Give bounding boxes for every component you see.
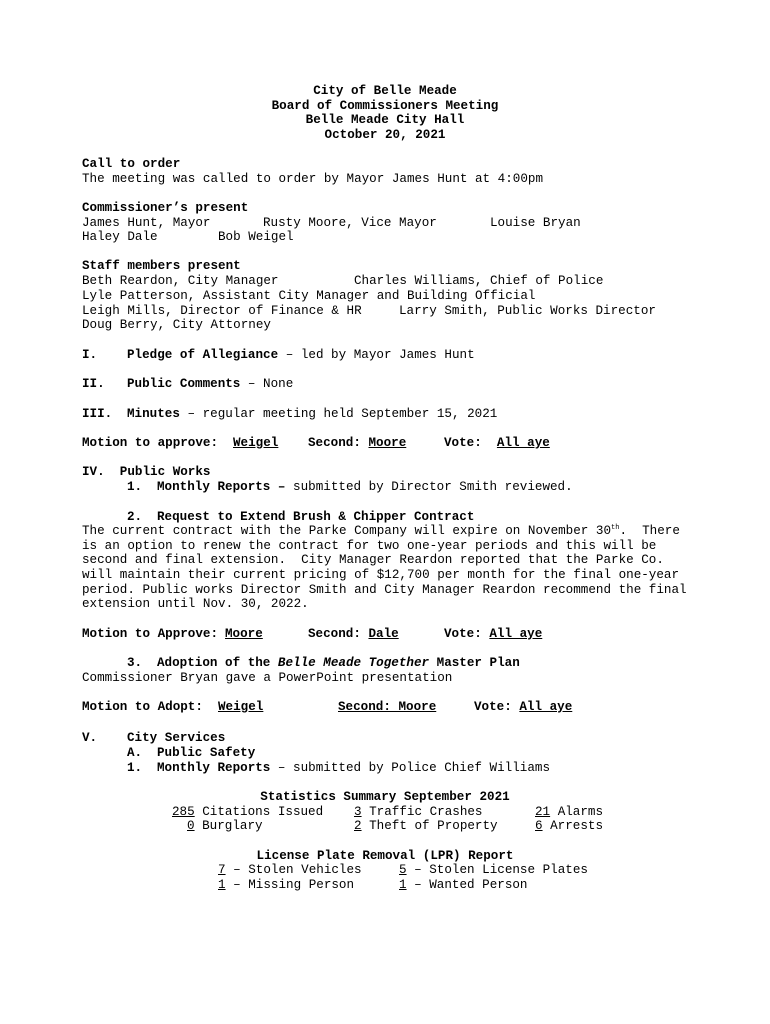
contract-paragraph-line: The current contract with the Parke Company will expire on November 30th. There: [82, 523, 680, 538]
contract-paragraph-line: second and final extension. City Manager Reardon reported that the Parke Co.: [82, 553, 664, 567]
city-services-heading: City Services: [127, 731, 226, 745]
item-number: 1.: [127, 480, 143, 494]
lpr-entry: 1 – Missing Person: [218, 878, 355, 892]
header-city: City of Belle Meade: [313, 84, 457, 98]
motion-label: Motion to Approve:: [82, 627, 219, 641]
staff-name: Doug Berry, City Attorney: [82, 318, 271, 332]
monthly-reports-item: Monthly Reports – submitted by Director Smith reviewed.: [157, 480, 573, 494]
stat-entry: 6 Arrests: [535, 819, 604, 833]
motion-label: Motion to approve:: [82, 436, 219, 450]
commissioner-name: Haley Dale: [82, 230, 158, 244]
lpr-entry: 7 – Stolen Vehicles: [218, 863, 362, 877]
public-comments-item: Public Comments – None: [127, 377, 294, 391]
staff-name: Beth Reardon, City Manager: [82, 274, 279, 288]
master-plan-title: Adoption of the Belle Meade Together Master Plan: [157, 656, 520, 670]
motion-second: Second: Dale: [308, 627, 399, 641]
header-date: October 20, 2021: [324, 128, 446, 142]
staff-heading: Staff members present: [82, 259, 241, 273]
commissioner-name: Louise Bryan: [490, 216, 581, 230]
commissioners-heading: Commissioner’s present: [82, 201, 249, 215]
public-safety-heading: Public Safety: [157, 746, 256, 760]
staff-name: Leigh Mills, Director of Finance & HR: [82, 304, 362, 318]
minutes-item: Minutes – regular meeting held September 15, 2021: [127, 407, 498, 421]
section-number: II.: [82, 377, 105, 391]
section-number: I.: [82, 348, 98, 362]
stat-entry: 2 Theft of Property: [354, 819, 498, 833]
lpr-entry: 1 – Wanted Person: [399, 878, 528, 892]
motion-mover: Weigel: [233, 436, 279, 450]
police-reports-item: Monthly Reports – submitted by Police Chief Williams: [157, 761, 551, 775]
call-to-order-text: The meeting was called to order by Mayor James Hunt at 4:00pm: [82, 172, 544, 186]
section-number: V.: [82, 731, 98, 745]
contract-paragraph-line: period. Public works Director Smith and City Manager Reardon recommend the final: [82, 583, 687, 597]
commissioner-name: James Hunt, Mayor: [82, 216, 211, 230]
contract-paragraph-line: extension until Nov. 30, 2022.: [82, 597, 309, 611]
stat-entry: 3 Traffic Crashes: [354, 805, 483, 819]
commissioner-name: Bob Weigel: [218, 230, 294, 244]
lpr-entry: 5 – Stolen License Plates: [399, 863, 588, 877]
staff-name: Larry Smith, Public Works Director: [399, 304, 656, 318]
motion-second: Second: Moore: [338, 700, 437, 714]
section-number: III.: [82, 407, 113, 421]
motion-mover: Moore: [225, 627, 263, 641]
motion-vote: Vote: All aye: [444, 627, 543, 641]
header-location: Belle Meade City Hall: [305, 113, 465, 127]
item-number: 2.: [127, 510, 143, 524]
motion-label: Motion to Adopt:: [82, 700, 203, 714]
contract-paragraph-line: will maintain their current pricing of $12,700 per month for the final one-year: [82, 568, 680, 582]
item-number: 3.: [127, 656, 143, 670]
motion-vote: Vote: All aye: [474, 700, 573, 714]
master-plan-text: Commissioner Bryan gave a PowerPoint presentation: [82, 671, 453, 685]
call-to-order-heading: Call to order: [82, 157, 181, 171]
staff-name: Charles Williams, Chief of Police: [354, 274, 604, 288]
commissioner-name: Rusty Moore, Vice Mayor: [263, 216, 437, 230]
contract-item-title: Request to Extend Brush & Chipper Contract: [157, 510, 475, 524]
lpr-title: License Plate Removal (LPR) Report: [256, 849, 514, 863]
motion-vote: Vote: All aye: [444, 436, 550, 450]
public-works-heading: IV. Public Works: [82, 465, 211, 479]
pledge-item: Pledge of Allegiance – led by Mayor James Hunt: [127, 348, 475, 362]
subsection-letter: A.: [127, 746, 143, 760]
stat-entry: 21 Alarms: [535, 805, 604, 819]
statistics-title: Statistics Summary September 2021: [260, 790, 510, 804]
stat-entry: 0 Burglary: [187, 819, 263, 833]
item-number: 1.: [127, 761, 143, 775]
motion-second: Second: Moore: [308, 436, 407, 450]
stat-entry: 285 Citations Issued: [172, 805, 324, 819]
staff-name: Lyle Patterson, Assistant City Manager and Building Official: [82, 289, 536, 303]
header-meeting: Board of Commissioners Meeting: [271, 99, 499, 113]
motion-mover: Weigel: [218, 700, 264, 714]
contract-paragraph-line: is an option to renew the contract for two one-year periods and this will be: [82, 539, 657, 553]
